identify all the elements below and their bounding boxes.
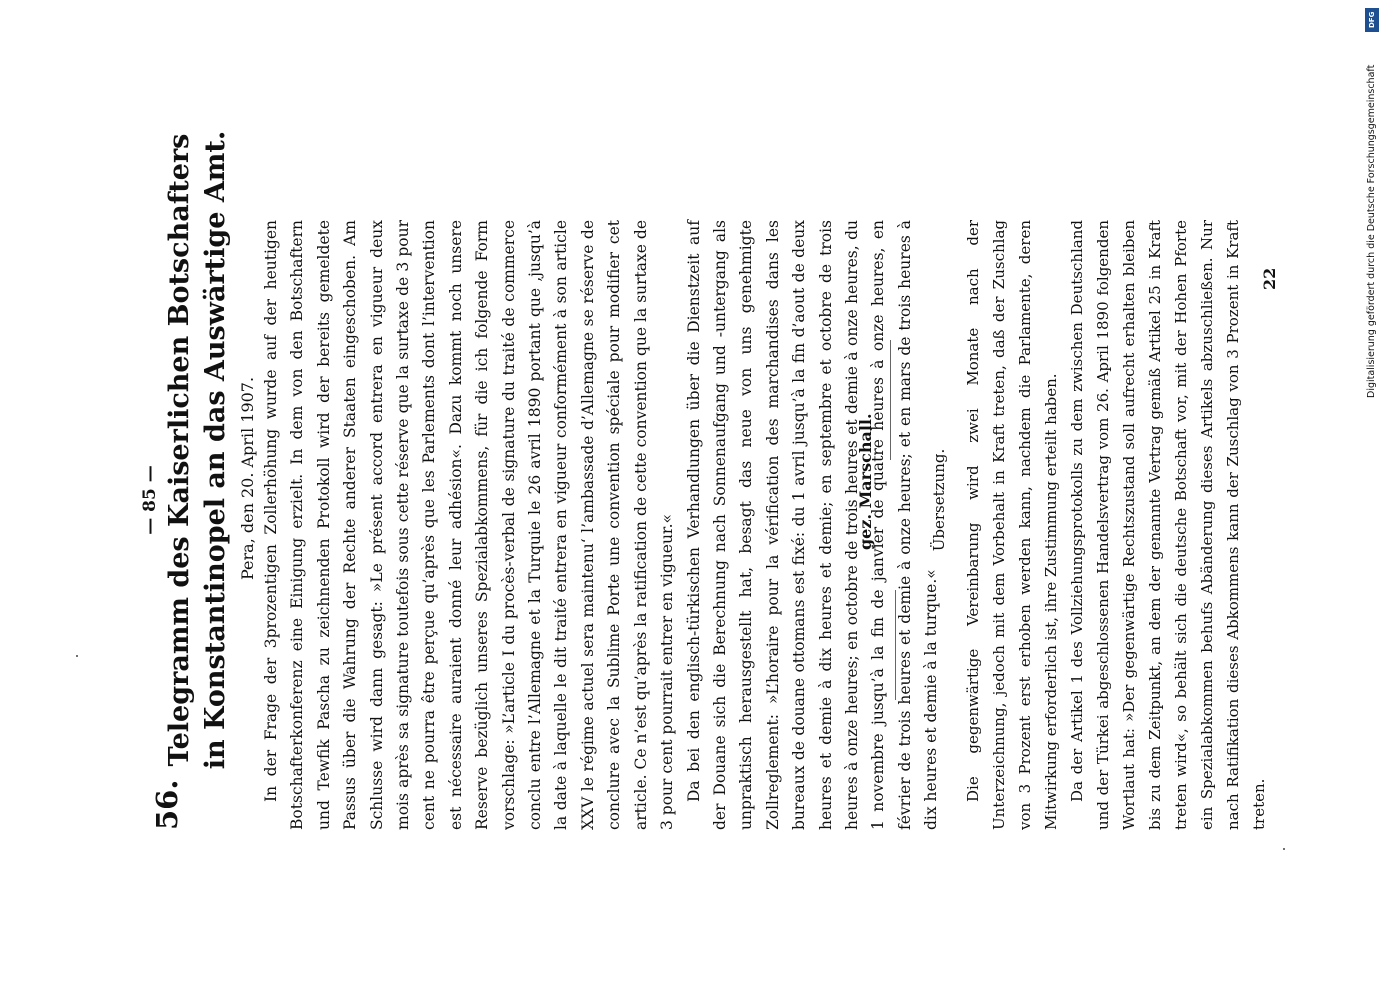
translation-paragraph: Die gegenwärtige Vereinbarung wird zwei Monate nach der Unterzeichnung, jedoch mit dem Vorbehalt in Kraft treten, daß der Zuschlag von 3 Prozent erst erhoben werden kann, nachdem die Parlamente, deren Mitwirkung erforderlich ist, ihre Zustimmung erteilt haben. [964, 220, 1060, 830]
dfg-credit-text: Digitalisierung gefördert durch die Deutsche Forschungsgemeinschaft [1366, 64, 1377, 398]
divider-rule [895, 590, 896, 700]
body-paragraph: Da bei den englisch-türkischen Verhandlungen über die Dienstzeit auf der Douane sich die Berechnung nach Sonnenaufgang und -untergang als unpraktisch herausgestellt hat, besagt das neue von uns genehmigte Zollreglement: »L’horaire pour la vérification des marchandises dans les bureaux de douane ottomans est fixé: du 1 avril jusqu’à la fin d’aout de deux heures et demie à dix heures et demie; en septembre et octobre de trois heures à onze heures; en octobre de trois heures et demie à onze heures, du 1 novembre jusqu’à la fin de janvier de quatre heures à onze heures, en février de trois heures et demie à onze heures; et en mars de trois heures à dix heures et demie à la turque.« [684, 220, 941, 830]
translation-paragraph: Da der Artikel 1 des Vollziehungsprotokolls zu dem zwischen Deutschland und der Türkei abgeschlossenen Handelsvertrag vom 26. April 1890 folgenden Wortlaut hat: »Der gegenwärtige Rechtszustand soll aufrecht erhalten bleiben bis zu dem Zeitpunkt, an dem der genannte Vertrag gemäß Artikel 25 in Kraft treten wird«, so behält sich die deutsche Botschaft vor, mit der Hohen Pforte ein Spezialabkommen behufs Abänderung dieses Artikels abzuschließen. Nur nach Ratifikation dieses Abkommens kann der Zuschlag von 3 Prozent in Kraft treten. [1068, 220, 1268, 830]
footer-number: 22 [1260, 267, 1279, 290]
body-paragraph: In der Frage der 3prozentigen Zollerhöhung wurde auf der heutigen Botschafterkonferenz eine Einigung erzielt. In dem von den Botschaftern und Tewfik Pascha zu zeichnenden Protokoll wird der bereits gemeldete Passus über die Wahrung der Rechte anderer Staaten eingeschoben. Am Schlusse wird dann gesagt: »Le présent accord entrera en vigueur deux mois après sa signature toutefois sous cette réserve que la surtaxe de 3 pour cent ne pourra être perçue qu’après que les Parlements dont l’intervention est nécessaire auraient donné leur adhésion«. Dazu kommt noch unsere Reserve bezüglich unseres Spezialabkommens, für die ich folgende Form vorschlage: »L’article I du procès-verbal de signature du traité de commerce conclu entre l’Allemagne et la Turquie le 26 avril 1890 portant que ‚jusqu’à la date à laquelle le dit traité entrera en vigueur conformément à son article XXV le régime actuel sera maintenu‘ l’ambassade d’Allemagne se réserve de conclure avec la Sublime Porte une convention spéciale pour modifier cet article. Ce n’est qu’après la ratification de cette convention que la surtaxe de 3 pour cent pourrait entrer en vigueur.« [262, 220, 677, 830]
scan-speck [76, 655, 78, 657]
scanned-page [140, 120, 1383, 880]
dfg-logo: DFG [1365, 8, 1379, 32]
signature: gez. Marschall. [856, 413, 875, 550]
document-number: 56. [150, 779, 184, 830]
telegram-body [258, 220, 945, 830]
document-title: Telegramm des Kaiserlichen Botschafters in Konstantinopel an das Auswärtige Amt. [164, 130, 231, 770]
divider-rule [890, 340, 891, 460]
dfg-credit-strip [1365, 8, 1379, 400]
page-number: — 85 — [140, 465, 160, 535]
scan-speck [1283, 848, 1285, 850]
translation-body [960, 220, 1272, 830]
date-line: Pera, den 20. April 1907. [238, 376, 257, 580]
translation-heading: Übersetzung. [930, 448, 948, 552]
